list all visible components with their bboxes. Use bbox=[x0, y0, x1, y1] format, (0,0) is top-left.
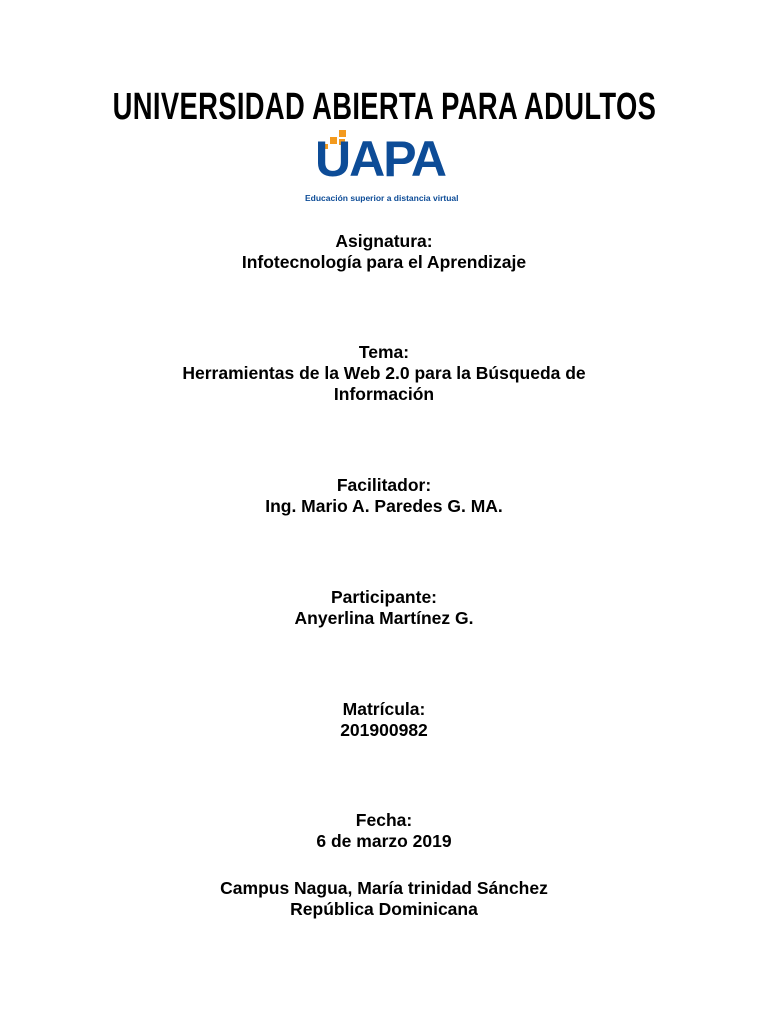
logo-tagline: Educación superior a distancia virtual bbox=[305, 193, 459, 203]
section-asignatura bbox=[0, 231, 768, 273]
section-label: Facilitador: bbox=[336, 475, 432, 495]
section-value: 6 de marzo 2019 bbox=[316, 831, 452, 851]
section-label: Tema: bbox=[358, 342, 410, 362]
section-participante bbox=[0, 587, 768, 629]
section-value: Ing. Mario A. Paredes G. MA. bbox=[265, 496, 503, 516]
section-value: Herramientas de la Web 2.0 para la Búsqueda de bbox=[182, 363, 586, 383]
location bbox=[0, 878, 768, 920]
section-value: Infotecnología para el Aprendizaje bbox=[241, 252, 527, 272]
section-tema bbox=[0, 342, 768, 405]
section-label: Asignatura: bbox=[335, 231, 433, 251]
university-title: UNIVERSIDAD ABIERTA PARA ADULTOS bbox=[112, 86, 656, 128]
logo-wordmark: UAPA bbox=[315, 131, 445, 187]
section-fecha bbox=[0, 810, 768, 852]
location-line: Campus Nagua, María trinidad Sánchez bbox=[220, 878, 548, 898]
uapa-logo bbox=[305, 128, 459, 208]
section-facilitador bbox=[0, 475, 768, 517]
section-value: Información bbox=[333, 384, 435, 404]
section-label: Matrícula: bbox=[342, 699, 426, 719]
section-value: Anyerlina Martínez G. bbox=[294, 608, 474, 628]
section-value: 201900982 bbox=[340, 720, 428, 740]
location-line: República Dominicana bbox=[290, 899, 478, 919]
section-label: Participante: bbox=[331, 587, 437, 607]
section-label: Fecha: bbox=[355, 810, 413, 830]
section-matricula bbox=[0, 699, 768, 741]
